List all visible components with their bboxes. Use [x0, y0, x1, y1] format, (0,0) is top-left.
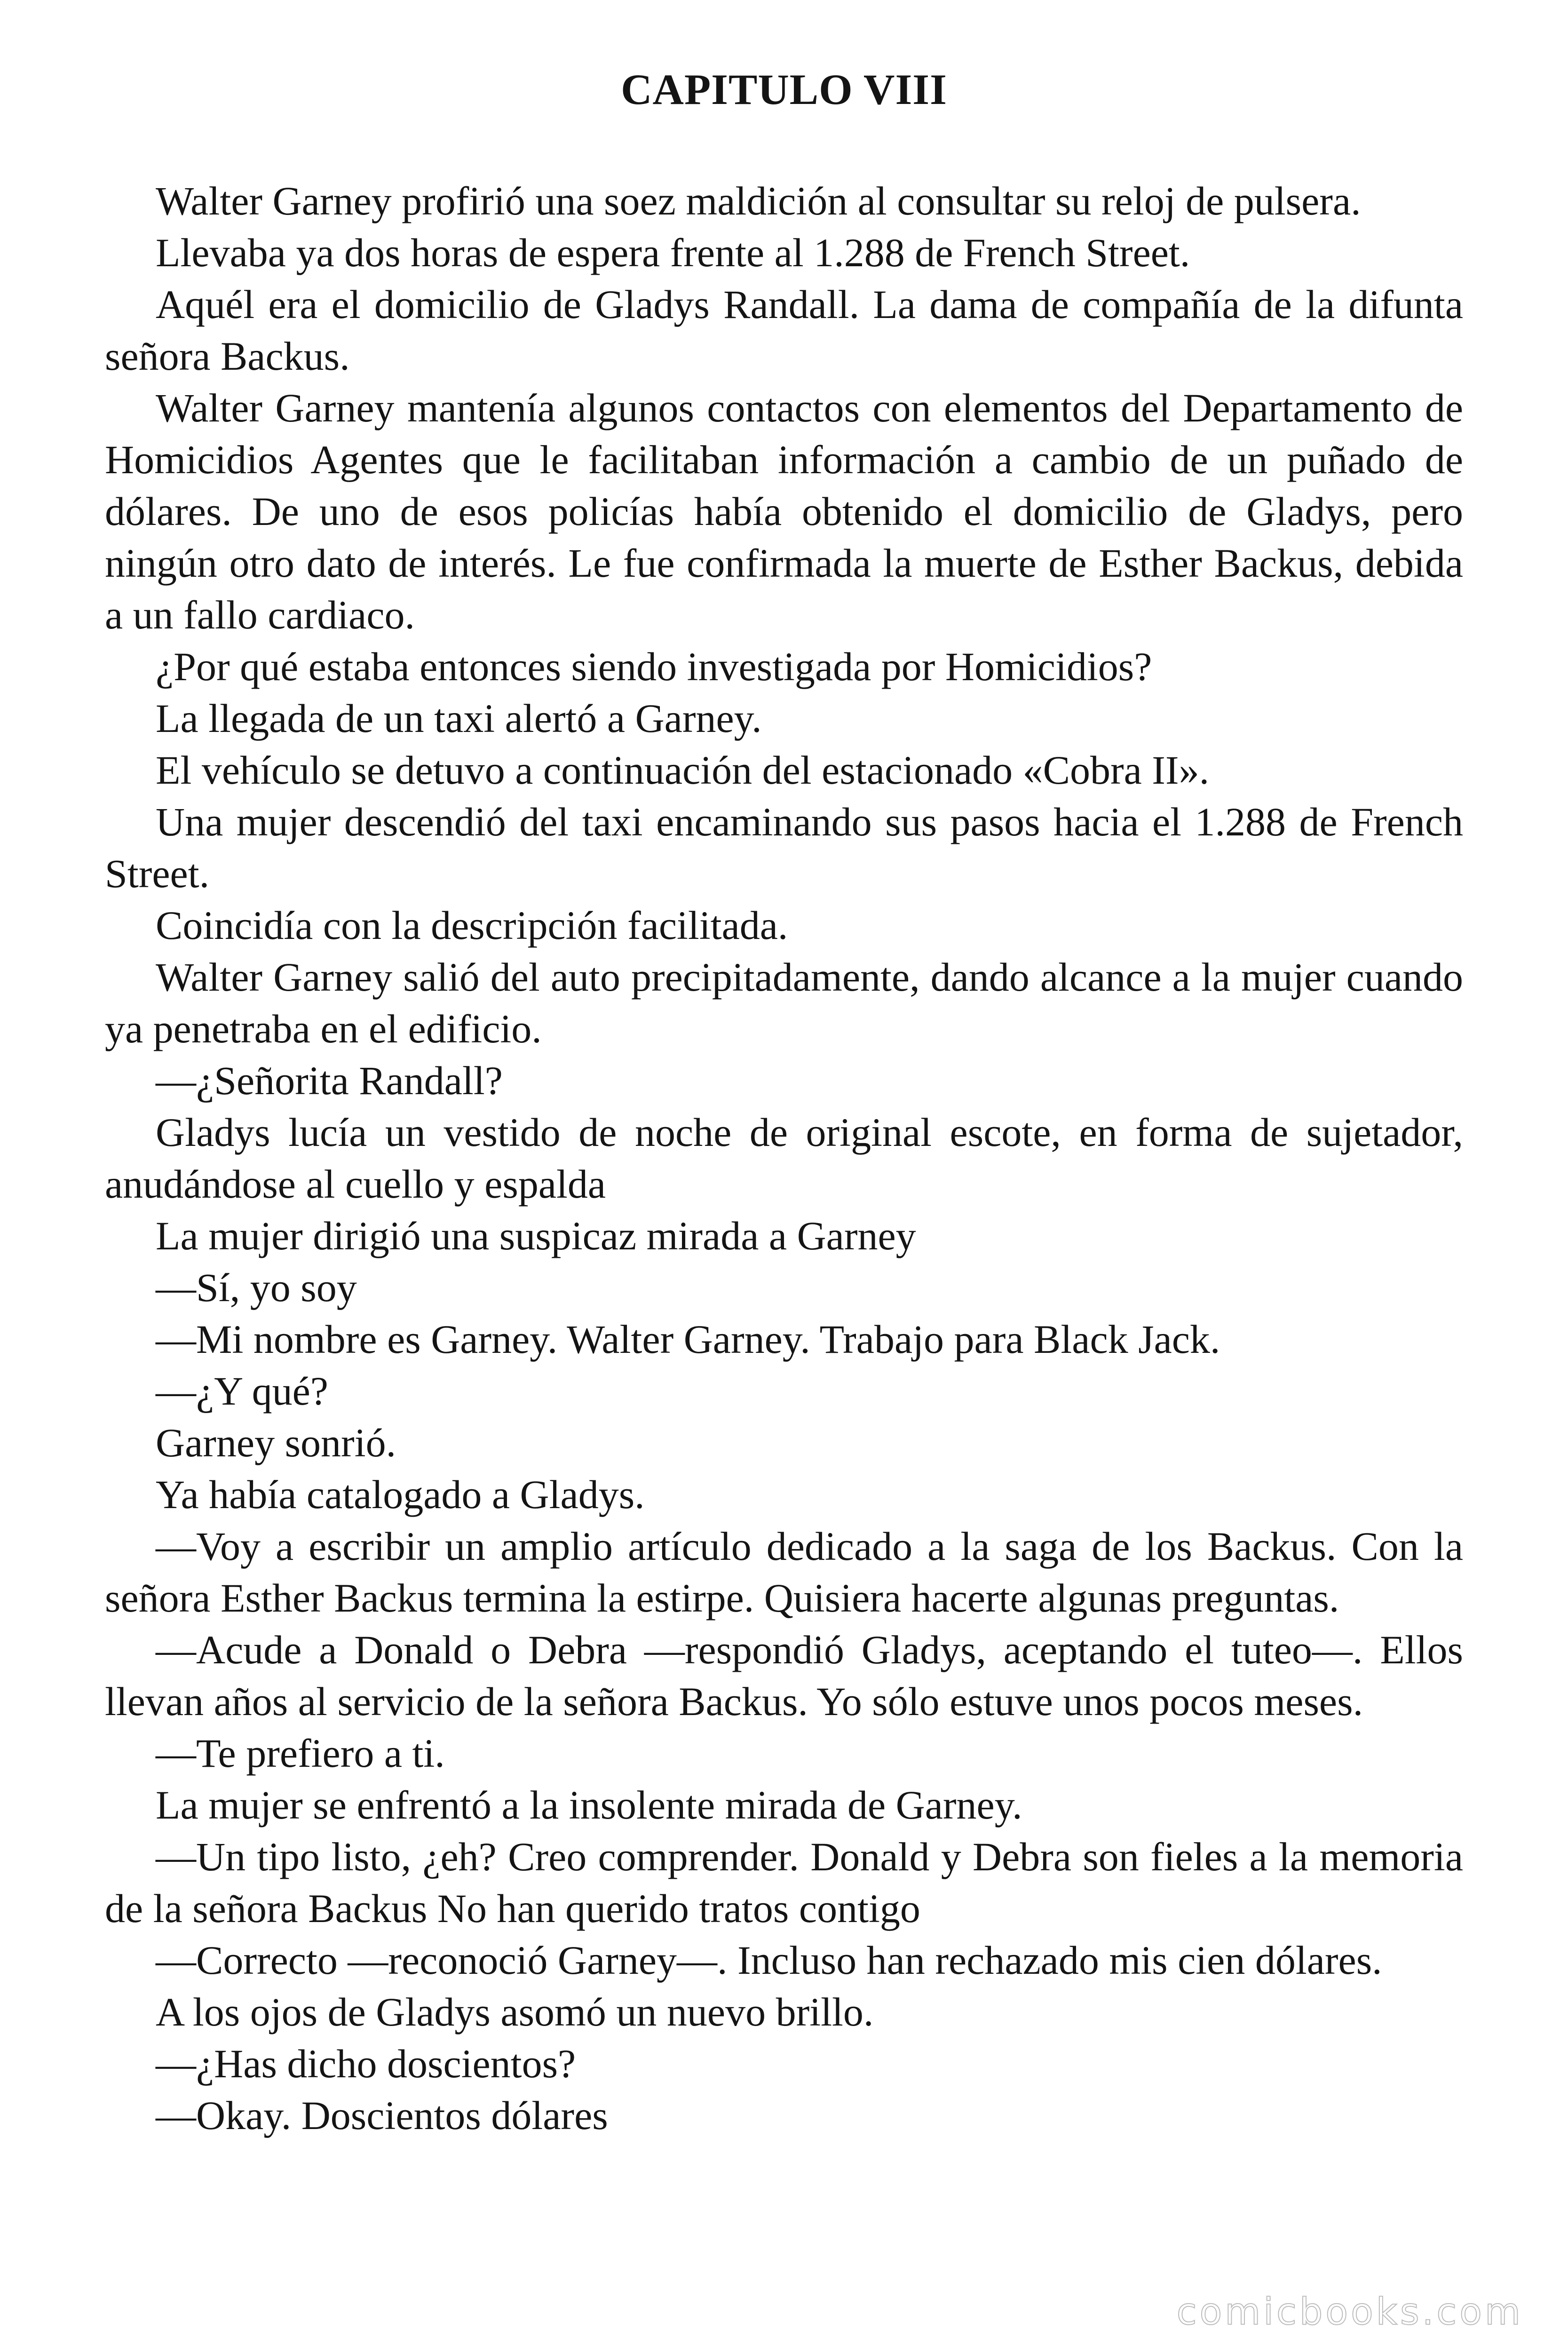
paragraph: Ya había catalogado a Gladys.	[156, 1472, 645, 1517]
paragraph: ¿Por qué estaba entonces siendo investigada por Homicidios?	[156, 644, 1152, 689]
paragraph: —Acude a Donald o Debra —respondió Gladys, aceptando el tuteo—. Ellos llevan años al servicio de la señora Backus. Yo sólo estuve unos pocos meses.	[105, 1627, 1463, 1724]
paragraph: La mujer se enfrentó a la insolente mirada de Garney.	[156, 1782, 1022, 1828]
paragraph: —¿Has dicho doscientos?	[156, 2041, 576, 2086]
paragraph: Walter Garney profirió una soez maldición al consultar su reloj de pulsera.	[156, 178, 1361, 223]
paragraph: Garney sonrió.	[156, 1420, 396, 1465]
watermark: comicbooks.com	[1176, 2291, 1523, 2333]
paragraph: —Te prefiero a ti.	[156, 1731, 445, 1776]
paragraph: A los ojos de Gladys asomó un nuevo brillo.	[156, 1989, 874, 2034]
paragraph: Una mujer descendió del taxi encaminando sus pasos hacia el 1.288 de French Street.	[105, 799, 1463, 896]
paragraph: —¿Señorita Randall?	[156, 1058, 503, 1103]
paragraph: —Okay. Doscientos dólares	[156, 2093, 608, 2138]
paragraph: —Sí, yo soy	[156, 1265, 357, 1310]
paragraph: —Un tipo listo, ¿eh? Creo comprender. Donald y Debra son fieles a la memoria de la señora Backus No han querido tratos contigo	[105, 1834, 1463, 1931]
body-text	[105, 175, 1463, 2141]
paragraph: Walter Garney mantenía algunos contactos con elementos del Departamento de Homicidios Agentes que le facilitaban información a cambio de un puñado de dólares. De uno de esos policías había obtenido el domicilio de Gladys, pero ningún otro dato de interés. Le fue confirmada la muerte de Esther Backus, debida a un fallo cardiaco.	[105, 385, 1463, 637]
paragraph: La mujer dirigió una suspicaz mirada a Garney	[156, 1213, 916, 1258]
paragraph: —Mi nombre es Garney. Walter Garney. Trabajo para Black Jack.	[156, 1317, 1220, 1362]
paragraph: El vehículo se detuvo a continuación del estacionado «Cobra II».	[156, 747, 1210, 793]
chapter-title: CAPITULO VIII	[621, 65, 947, 113]
paragraph: La llegada de un taxi alertó a Garney.	[156, 696, 762, 741]
paragraph: Gladys lucía un vestido de noche de original escote, en forma de sujetador, anudándose al cuello y espalda	[105, 1110, 1463, 1207]
paragraph: —Voy a escribir un amplio artículo dedicado a la saga de los Backus. Con la señora Esther Backus termina la estirpe. Quisiera hacerte algunas preguntas.	[105, 1524, 1463, 1621]
paragraph: —¿Y qué?	[156, 1368, 328, 1414]
paragraph: —Correcto —reconoció Garney—. Incluso han rechazado mis cien dólares.	[156, 1938, 1382, 1983]
paragraph: Llevaba ya dos horas de espera frente al 1.288 de French Street.	[156, 230, 1190, 275]
paragraph: Aquél era el domicilio de Gladys Randall. La dama de compañía de la difunta señora Backus.	[105, 282, 1463, 379]
paragraph: Walter Garney salió del auto precipitadamente, dando alcance a la mujer cuando ya penetraba en el edificio.	[105, 954, 1463, 1051]
paragraph: Coincidía con la descripción facilitada.	[156, 903, 788, 948]
